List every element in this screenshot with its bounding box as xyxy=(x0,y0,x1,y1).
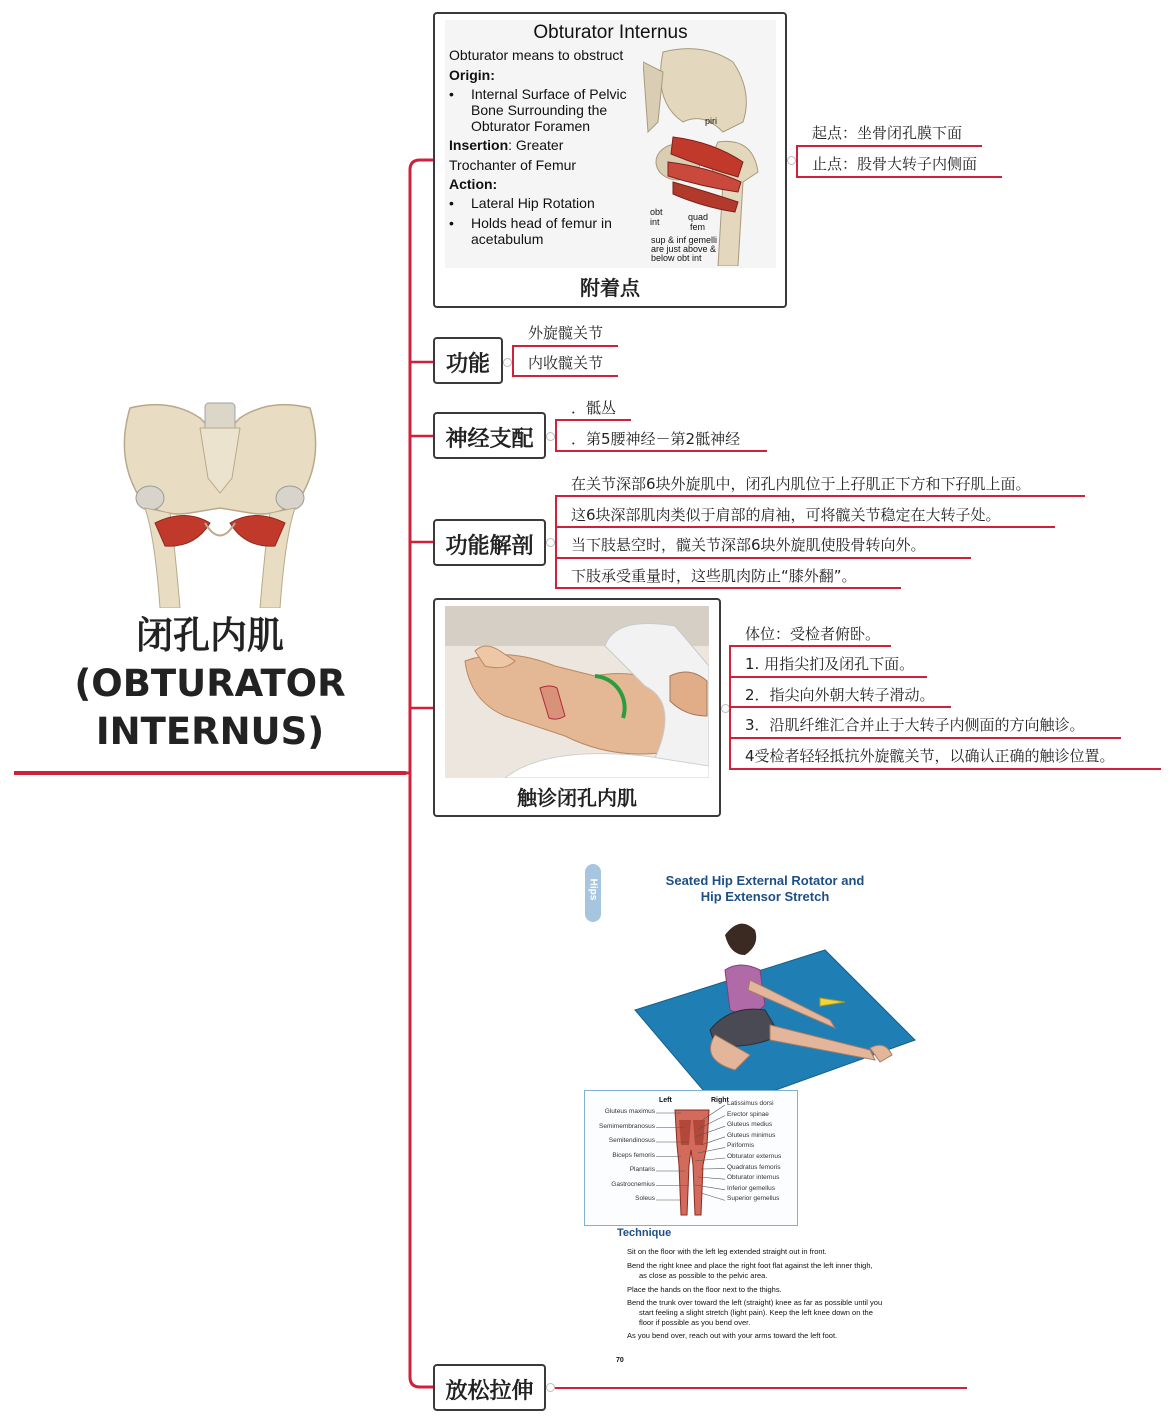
palpation-item-2-underline xyxy=(729,676,927,678)
bone-label-piri: piri xyxy=(705,116,718,126)
technique-title: Technique xyxy=(617,1227,672,1239)
palpation-node[interactable] xyxy=(433,598,721,817)
muscle-leader-right-4 xyxy=(701,1137,725,1145)
muscle-label-right-1: Latissimus dorsi xyxy=(727,1100,774,1107)
hips-side-tab xyxy=(585,864,601,922)
muscle-label-left-5: Plantaris xyxy=(629,1166,655,1173)
palpation-item-5: 4受检者轻轻抵抗外旋髋关节，以确认正确的触诊位置。 xyxy=(745,747,1115,765)
muscle-left-head: Left xyxy=(659,1097,672,1104)
functional-anatomy-collapse-toggle[interactable] xyxy=(546,538,555,547)
action-label: Action: xyxy=(449,176,498,192)
muscle-label-left-7: Soleus xyxy=(635,1195,655,1202)
function-bracket xyxy=(512,345,514,376)
nerve-label: 神经支配 xyxy=(445,427,534,452)
stretch-title-line-1: Seated Hip External Rotator and xyxy=(665,873,865,888)
attachment-collapse-toggle[interactable] xyxy=(787,156,796,165)
function-item-2-underline xyxy=(512,375,618,377)
muscle-label-right-2: Erector spinae xyxy=(727,1110,769,1118)
technique-line-5: Bend the trunk over toward the left (straight) knee as far as possible until you xyxy=(627,1298,883,1307)
hips-tab-label: Hips xyxy=(587,878,599,901)
muscle-leader-right-8 xyxy=(698,1177,725,1179)
nerve-item-2: ．第5腰神经－第2骶神经 xyxy=(571,430,741,448)
attachment-origin: 起点：坐骨闭孔膜下面 xyxy=(812,124,963,142)
muscle-label-right-7: Quadratus femoris xyxy=(727,1163,781,1171)
functional-anatomy-node[interactable] xyxy=(433,519,546,566)
functional-anatomy-item-2: 这6块深部肌肉类似于肩部的肩袖，可将髋关节稳定在大转子处。 xyxy=(571,506,1001,524)
function-item-1-underline xyxy=(512,345,618,347)
bone-label-int: int xyxy=(650,217,660,227)
attachment-origin-underline xyxy=(796,145,982,147)
palpation-item-2: 1. 用指尖扪及闭孔下面。 xyxy=(745,655,915,673)
muscle-label-left-1: Gluteus maximus xyxy=(604,1108,655,1115)
muscle-label-left-6: Gastrocnemius xyxy=(611,1180,655,1188)
origin-label: Origin: xyxy=(449,67,495,83)
page-number: 70 xyxy=(616,1357,624,1364)
action-line-2a: Holds head of femur in xyxy=(471,215,612,231)
muscle-leader-right-5 xyxy=(698,1147,725,1153)
origin-line-1: Internal Surface of Pelvic xyxy=(471,86,627,102)
root-title-line-3: INTERNUS) xyxy=(95,710,325,753)
hip-bone-illustration xyxy=(643,42,775,266)
palpation-item-1: 体位：受检者俯卧。 xyxy=(745,625,881,643)
origin-bullet: • xyxy=(449,86,454,102)
function-item-2: 内收髋关节 xyxy=(528,354,604,372)
muscle-label-left-2: Semimembranosus xyxy=(599,1122,655,1130)
palpation-item-4: 3．沿肌纤维汇合并止于大转子内侧面的方向触诊。 xyxy=(745,716,1085,734)
technique-line-7: floor if possible as you bend over. xyxy=(639,1318,751,1327)
muscle-label-right-5: Piriformis xyxy=(727,1142,755,1150)
function-node[interactable] xyxy=(433,337,503,384)
action-line-1: Lateral Hip Rotation xyxy=(471,195,595,211)
palpation-label: 触诊闭孔内肌 xyxy=(517,786,637,810)
palpation-item-5-underline xyxy=(729,768,1161,770)
note-line-1: sup & inf gemelli xyxy=(651,235,718,245)
action-bullet-1: • xyxy=(449,195,454,211)
nerve-item-1-underline xyxy=(555,419,631,421)
muscle-leader-right-6 xyxy=(695,1158,725,1161)
nerve-bracket xyxy=(555,419,557,450)
muscle-leader-right-1 xyxy=(701,1105,725,1121)
muscle-diagram xyxy=(584,1090,798,1226)
figure-title: Obturator Internus xyxy=(533,22,688,43)
stretch-underline xyxy=(555,1387,967,1389)
technique-line-2: Bend the right knee and place the right foot flat against the left inner thigh, xyxy=(627,1261,873,1270)
muscle-label-right-10: Superior gemellus xyxy=(727,1195,780,1203)
muscle-leader-right-9 xyxy=(695,1185,725,1190)
note-line-2: are just above & xyxy=(651,244,717,254)
technique-line-8: As you bend over, reach out with your arms toward the left foot. xyxy=(627,1331,838,1340)
insertion-label: Insertion xyxy=(449,137,509,153)
functional-anatomy-bracket xyxy=(555,495,557,587)
technique-line-4: Place the hands on the floor next to the thighs. xyxy=(627,1285,782,1294)
bone-label-quad: quad xyxy=(688,212,709,222)
muscle-label-right-9: Inferior gemellus xyxy=(727,1184,776,1192)
muscle-leader-right-10 xyxy=(701,1193,725,1200)
palpation-item-4-underline xyxy=(729,737,1121,739)
technique-line-6: start feeling a slight stretch (light pain). Keep the left knee down on the xyxy=(639,1308,873,1317)
palpation-item-1-underline xyxy=(729,645,891,647)
attachment-label: 附着点 xyxy=(580,276,640,300)
nerve-item-1: ．骶丛 xyxy=(571,399,617,417)
attachment-node[interactable] xyxy=(433,12,787,308)
insertion-line-1 xyxy=(449,137,563,153)
bone-label-fem: fem xyxy=(690,222,706,232)
palpation-item-3-underline xyxy=(729,706,951,708)
functional-anatomy-item-1-underline xyxy=(555,495,1085,497)
functional-anatomy-item-2-underline xyxy=(555,526,1055,528)
nerve-node[interactable] xyxy=(433,412,546,459)
figure-subtitle: Obturator means to obstruct xyxy=(449,47,624,63)
stretch-label: 放松拉伸 xyxy=(445,1379,534,1404)
nerve-collapse-toggle[interactable] xyxy=(546,432,555,441)
muscle-leader-right-3 xyxy=(695,1126,725,1137)
muscle-label-right-8: Obturator internus xyxy=(727,1174,780,1182)
origin-line-2: Bone Surrounding the xyxy=(471,102,608,118)
muscle-label-right-3: Gluteus medius xyxy=(727,1121,773,1129)
technique-line-3: as close as possible to the pelvic area. xyxy=(639,1271,768,1280)
functional-anatomy-label: 功能解剖 xyxy=(445,534,534,559)
functional-anatomy-item-1: 在关节深部6块外旋肌中，闭孔内肌位于上孖肌正下方和下孖肌上面。 xyxy=(571,475,1031,493)
muscle-label-left-4: Biceps femoris xyxy=(612,1151,655,1159)
note-line-3: below obt int xyxy=(651,253,702,263)
functional-anatomy-item-3: 当下肢悬空时，髋关节深部6块外旋肌使股骨转向外。 xyxy=(571,536,926,554)
functional-anatomy-item-4: 下肢承受重量时，这些肌肉防止“膝外翻”。 xyxy=(571,567,857,585)
muscle-label-left-3: Semitendinosus xyxy=(608,1137,655,1144)
function-label: 功能 xyxy=(445,352,490,377)
attachment-insertion-underline xyxy=(796,176,1002,178)
attachment-bracket xyxy=(796,145,798,178)
root-title-line-2: (OBTURATOR xyxy=(74,662,346,705)
muscle-right-head: Right xyxy=(711,1097,729,1104)
functional-anatomy-item-4-underline xyxy=(555,587,901,589)
stretch-collapse-toggle[interactable] xyxy=(546,1383,555,1392)
stretch-node[interactable] xyxy=(433,1364,546,1411)
function-item-1: 外旋髋关节 xyxy=(528,324,604,342)
function-collapse-toggle[interactable] xyxy=(503,358,512,367)
insertion-line-2: Trochanter of Femur xyxy=(449,157,577,173)
muscle-leader-right-2 xyxy=(698,1116,725,1129)
origin-line-3: Obturator Foramen xyxy=(471,118,591,134)
palpation-item-3: 2．指尖向外朝大转子滑动。 xyxy=(745,686,935,704)
functional-anatomy-item-3-underline xyxy=(555,557,971,559)
nerve-item-2-underline xyxy=(555,450,767,452)
action-line-2b: acetabulum xyxy=(471,231,544,247)
muscle-label-right-4: Gluteus minimus xyxy=(727,1131,776,1139)
action-bullet-2: • xyxy=(449,215,454,231)
attachment-figure xyxy=(445,20,776,268)
stretch-title-line-2: Hip Extensor Stretch xyxy=(700,889,830,904)
bone-label-obt: obt xyxy=(650,207,663,217)
palpation-photo xyxy=(445,606,709,778)
root-title-line-1: 闭孔内肌 xyxy=(136,614,284,657)
technique-line-1: Sit on the floor with the left leg extended straight out in front. xyxy=(627,1247,827,1256)
attachment-insertion: 止点：股骨大转子内侧面 xyxy=(812,155,978,173)
insertion-text: : Greater xyxy=(508,137,564,153)
muscle-label-right-6: Obturator externus xyxy=(727,1153,782,1160)
stretch-pose-illustration xyxy=(630,910,920,1110)
stretch-figure xyxy=(570,850,942,1370)
